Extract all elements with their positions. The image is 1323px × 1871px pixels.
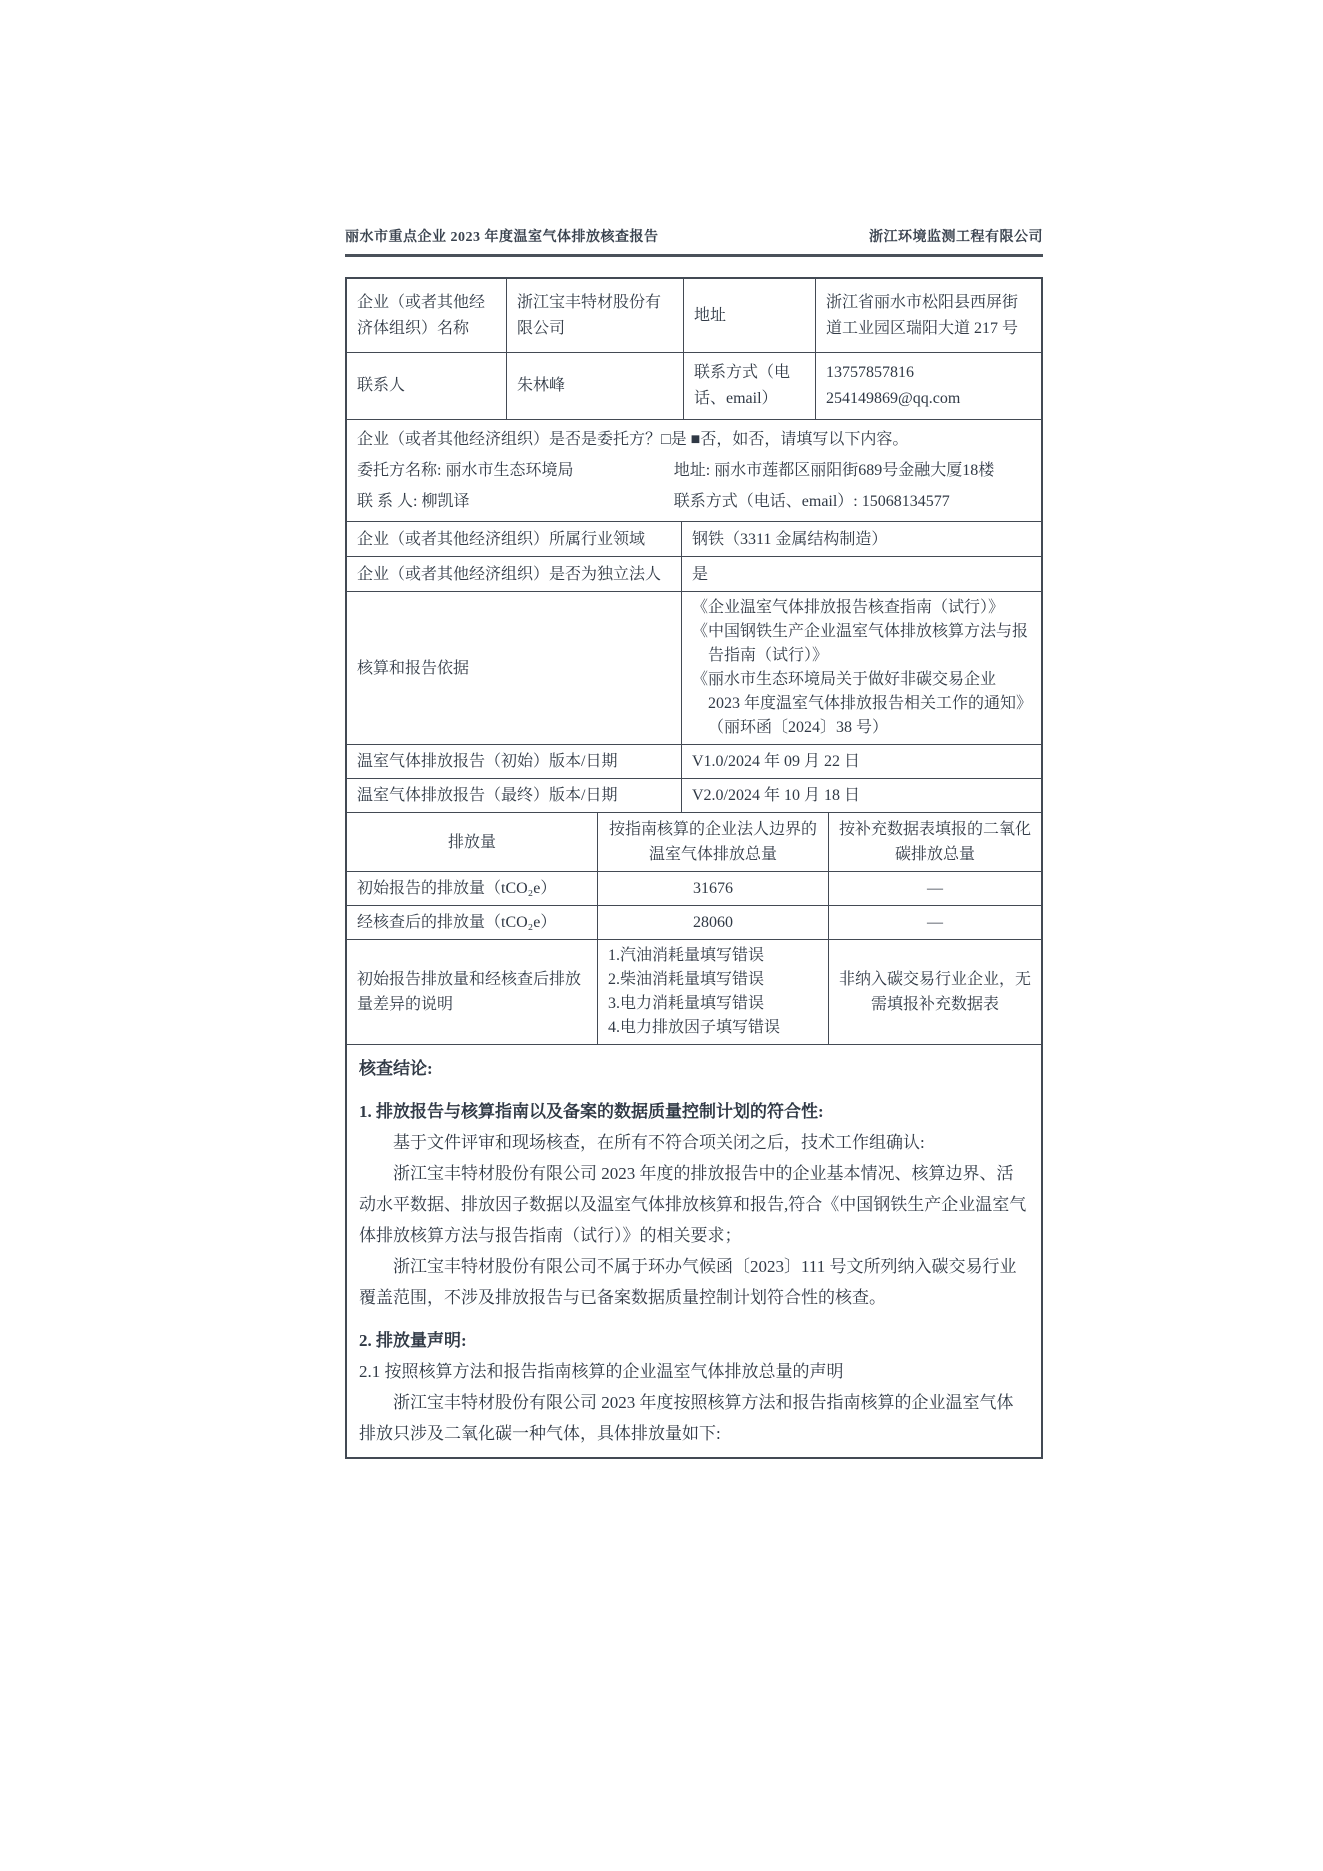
industry-label: 企业（或者其他经济组织）所属行业领域	[357, 530, 646, 548]
final-version-label: 温室气体排放报告（最终）版本/日期	[357, 787, 618, 804]
initial-version-label-cell	[347, 745, 681, 778]
emission-verified-guideline-cell	[597, 906, 828, 939]
conclusion-section1-paragraph: 浙江宝丰特材股份有限公司 2023 年度的排放报告中的企业基本情况、核算边界、活动水平数据、排放因子数据以及温室气体排放核算和报告,符合《中国钢铁生产企业温室气体排放核算方法与报告指南（试行）》的相关要求；	[359, 1164, 1027, 1245]
emission-initial-guideline-value: 31676	[693, 880, 733, 897]
contact-label-cell	[347, 353, 506, 419]
emission-difference-label-cell	[347, 940, 597, 1044]
basis-item: 《丽水市生态环境局关于做好非碳交易企业 2023 年度温室气体排放报告相关工作的通知》（丽环函〔2024〕38 号）	[692, 671, 1025, 736]
emission-verified-supplementary-value: —	[927, 914, 943, 931]
emission-difference-reasons-cell	[597, 940, 828, 1044]
emission-header-label: 排放量	[447, 833, 496, 851]
header-divider	[345, 254, 1043, 257]
client-contact-pair	[357, 486, 674, 517]
emission-verified-row	[347, 905, 1041, 939]
contact-method-value-cell	[815, 353, 1041, 419]
emission-difference-note-cell	[828, 940, 1041, 1044]
address-value-cell	[815, 279, 1041, 352]
address-value: 浙江省丽水市松阳县西屏街道工业园区瑞阳大道 217 号	[826, 293, 1019, 337]
difference-reason: 3.电力消耗量填写错误	[608, 995, 765, 1012]
emission-verified-label-cell	[347, 906, 597, 939]
initial-version-value-cell	[681, 745, 1041, 778]
verification-report-table	[345, 277, 1043, 1459]
basis-item: 《企业温室气体排放报告核查指南（试行）》	[692, 599, 1005, 616]
emission-initial-label: 初始报告的排放量（tCO₂e）	[357, 880, 557, 897]
conclusion-section1-paragraph: 浙江宝丰特材股份有限公司不属于环办气候函〔2023〕111 号文所列纳入碳交易行业覆盖范围，不涉及排放报告与已备案数据质量控制计划符合性的核查。	[359, 1257, 1017, 1307]
conclusion-section2-subtitle: 2.1 按照核算方法和报告指南核算的企业温室气体排放总量的声明	[359, 1362, 844, 1381]
initial-version-value: V1.0/2024 年 09 月 22 日	[692, 753, 861, 770]
client-question: 企业（或者其他经济组织）是否是委托方？□是 ■否，如否，请填写以下内容。	[357, 431, 909, 448]
company-name-value-cell	[506, 279, 683, 352]
initial-version-label: 温室气体排放报告（初始）版本/日期	[357, 753, 618, 770]
industry-value-cell	[681, 522, 1041, 556]
legal-person-value-cell	[681, 557, 1041, 591]
contact-phone: 13757857816	[826, 364, 914, 381]
emission-header-label-cell	[347, 813, 597, 871]
address-label: 地址	[694, 306, 727, 324]
emission-difference-row	[347, 939, 1041, 1044]
company-name-label: 企业（或者其他经济体组织）名称	[357, 293, 486, 337]
legal-person-label: 企业（或者其他经济组织）是否为独立法人	[357, 565, 662, 583]
client-address-label: 地址:	[673, 462, 715, 479]
company-name-label-cell	[347, 279, 506, 352]
emission-verified-label: 经核查后的排放量（tCO₂e）	[357, 914, 557, 931]
final-version-value-cell	[681, 779, 1041, 812]
emission-header-supplementary: 按补充数据表填报的二氧化碳排放总量	[839, 821, 1032, 863]
company-name-row	[347, 279, 1041, 352]
emission-difference-label: 初始报告排放量和经核查后排放量差异的说明	[357, 971, 582, 1013]
contact-method-label-cell	[683, 353, 815, 419]
basis-row	[347, 591, 1041, 744]
client-address-pair	[674, 455, 1031, 486]
header-right-company: 浙江环境监测工程有限公司	[869, 230, 1043, 245]
difference-reason: 4.电力排放因子填写错误	[608, 1019, 781, 1036]
contact-row	[347, 352, 1041, 419]
emission-header-supplementary-cell	[828, 813, 1041, 871]
client-name-line	[357, 455, 1031, 486]
difference-reason: 2.柴油消耗量填写错误	[608, 971, 765, 988]
contact-email: 254149869@qq.com	[826, 390, 961, 407]
emission-initial-supplementary-cell	[828, 872, 1041, 905]
contact-name-cell	[506, 353, 683, 419]
legal-person-label-cell	[347, 557, 681, 591]
emission-header-guideline: 按指南核算的企业法人边界的温室气体排放总量	[608, 821, 817, 863]
conclusion-section1-paragraph: 基于文件评审和现场核查，在所有不符合项关闭之后，技术工作组确认:	[393, 1133, 925, 1152]
emission-verified-guideline-value: 28060	[693, 914, 733, 931]
basis-label-cell	[347, 592, 681, 744]
client-section-cell	[347, 420, 1041, 521]
contact-label: 联系人	[357, 377, 406, 394]
emission-header-row	[347, 812, 1041, 871]
client-phone-label: 联系方式（电话、email）:	[673, 493, 862, 510]
industry-label-cell	[347, 522, 681, 556]
industry-row	[347, 521, 1041, 556]
page-header	[345, 226, 1043, 246]
client-question-line	[357, 424, 1031, 455]
final-version-row	[347, 778, 1041, 812]
contact-method-label: 联系方式（电话、email）	[694, 364, 791, 407]
conclusion-section2-title: 2. 排放量声明:	[359, 1331, 467, 1350]
conclusion-row	[347, 1044, 1041, 1457]
client-contact-line	[357, 486, 1031, 517]
emission-verified-supplementary-cell	[828, 906, 1041, 939]
client-name-value: 丽水市生态环境局	[445, 462, 574, 479]
emission-header-guideline-cell	[597, 813, 828, 871]
client-contact-label: 联 系 人:	[357, 493, 422, 510]
client-phone-value: 15068134577	[861, 493, 950, 510]
final-version-value: V2.0/2024 年 10 月 18 日	[692, 787, 861, 804]
company-name-value: 浙江宝丰特材股份有限公司	[517, 293, 662, 337]
basis-item: 《中国钢铁生产企业温室气体排放核算方法与报告指南（试行）》	[692, 623, 1029, 664]
final-version-label-cell	[347, 779, 681, 812]
emission-initial-guideline-cell	[597, 872, 828, 905]
contact-name: 朱林峰	[517, 377, 566, 394]
emission-initial-row	[347, 871, 1041, 905]
document-content	[345, 226, 1043, 1459]
initial-version-row	[347, 744, 1041, 778]
client-name-label: 委托方名称:	[357, 462, 446, 479]
header-left-title: 丽水市重点企业 2023 年度温室气体排放核查报告	[345, 230, 659, 245]
industry-value: 钢铁（3311 金属结构制造）	[692, 530, 888, 548]
legal-person-value: 是	[692, 565, 709, 583]
emission-initial-supplementary-value: —	[927, 880, 943, 897]
emission-difference-note: 非纳入碳交易行业企业，无需填报补充数据表	[839, 971, 1032, 1013]
client-section-row	[347, 419, 1041, 521]
basis-label: 核算和报告依据	[357, 659, 470, 677]
conclusion-section2-paragraph: 浙江宝丰特材股份有限公司 2023 年度按照核算方法和报告指南核算的企业温室气体排放只涉及二氧化碳一种气体，具体排放量如下:	[359, 1393, 1014, 1443]
legal-person-row	[347, 556, 1041, 591]
conclusion-title: 核查结论:	[359, 1059, 433, 1078]
client-contact-value: 柳凯译	[421, 493, 470, 510]
emission-initial-label-cell	[347, 872, 597, 905]
address-label-cell	[683, 279, 815, 352]
difference-reason: 1.汽油消耗量填写错误	[608, 947, 765, 964]
conclusion-cell	[347, 1045, 1041, 1457]
client-address-value: 丽水市莲都区丽阳街689号金融大厦18楼	[714, 462, 995, 479]
client-phone-pair	[674, 486, 1031, 517]
basis-value-cell	[681, 592, 1041, 744]
client-name-pair	[357, 455, 674, 486]
conclusion-section1-title: 1. 排放报告与核算指南以及备案的数据质量控制计划的符合性:	[359, 1102, 824, 1121]
